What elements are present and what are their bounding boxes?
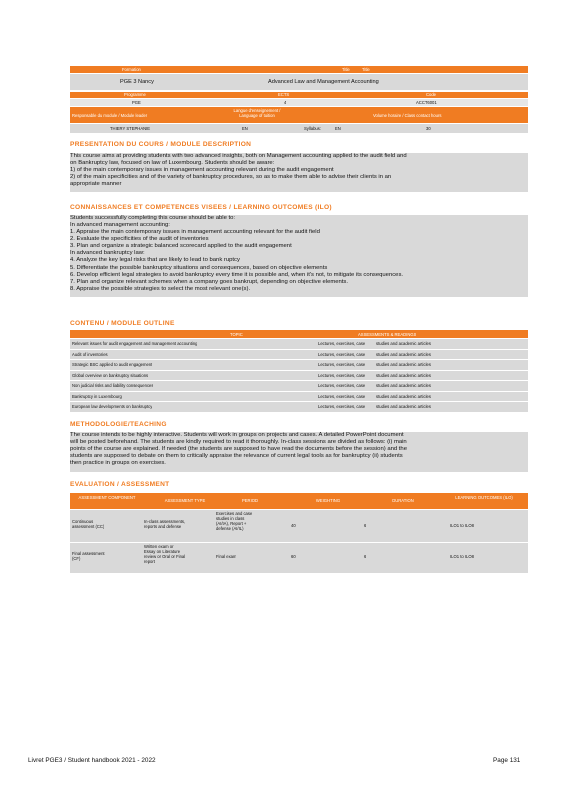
teaching-line: will be posted beforehand. The students are kindly required to read it thoroughly. In-class sessions are divided as follows: (i) main [70, 439, 407, 446]
outline-format: Lectures, exercises, case [318, 341, 366, 346]
module-leader-value: THIERY STEPHANIE [110, 126, 151, 131]
outcome-line: 7. Plan and organize relevant schemes when a company goes bankrupt, depending on objective elements. [70, 278, 349, 285]
outcome-line: 8. Appraise the possible strategies to select the most relevant one(s). [70, 285, 251, 292]
assessment-duration: 6 [364, 523, 367, 528]
title-label-2: Title [362, 67, 370, 72]
teaching-heading: METHODOLOGIE/TEACHING [70, 421, 167, 428]
volume-value: 30 [426, 126, 431, 131]
assessment-table-header [70, 493, 528, 509]
assessment-outcomes: ILO1 to ILO8 [450, 554, 474, 559]
assessment-heading: EVALUATION / ASSESSMENT [70, 481, 170, 488]
assessment-type-line: Essay on Literature [144, 549, 181, 555]
assessment-component-line: assessment (CC) [72, 524, 105, 530]
outline-format: Lectures, exercises, case [318, 383, 366, 388]
assessment-component [72, 551, 105, 561]
header-label-row-2 [70, 92, 528, 98]
header-value-row-3 [70, 124, 528, 133]
outcome-line: 5. Differentiate the possible bankruptcy situations and consequences, based on objective elements [70, 264, 328, 271]
table-row [70, 360, 528, 370]
outline-reading: studies and academic articles [376, 351, 431, 357]
outline-topic: Audit of inventories [72, 351, 108, 357]
outline-topic: Non judicial risks and liability consequences [72, 383, 154, 388]
outcome-line: In advanced bankruptcy law: [70, 250, 145, 257]
outline-topic: Relevant issues for audit engagement and management accounting [72, 341, 198, 346]
formation-label: Formation [122, 67, 141, 72]
assessment-weighting-header: WEIGHTING [315, 498, 341, 503]
table-row [70, 350, 528, 360]
outline-reading: studies and academic articles [376, 393, 431, 399]
assessment-duration: 6 [364, 554, 367, 559]
table-row [70, 339, 528, 349]
footer-handbook-label: Livret PGE3 / Student handbook 2021 - 2022 [28, 757, 156, 764]
outline-table-header [70, 330, 528, 338]
formation-value: PGE 3 Nancy [120, 79, 154, 85]
assessment-period-line: (AI/IA), Report + [216, 521, 247, 527]
assessment-type-line: report [144, 559, 155, 565]
assessment-type-line: In-class assessments, [144, 519, 186, 524]
presentation-line: on Bankruptcy law, focused on law of Luxembourg. Students should be aware: [70, 160, 275, 167]
presentation-line: 2) of the main specificities and of the variety of bankruptcy procedures, so as to make them able to advise their clients in an [70, 174, 392, 181]
presentation-heading: PRESENTATION DU COURS / MODULE DESCRIPTION [70, 141, 252, 148]
assessment-period-line: defense (AI/IL) [216, 526, 244, 532]
outcome-line: Students successfully completing this course should be able to: [70, 215, 236, 221]
header-label-row-1 [70, 66, 528, 73]
language-value: EN [242, 126, 248, 131]
assessment-type-line: review or Oral or Final [144, 554, 186, 560]
table-row [70, 371, 528, 381]
assessment-outcomes-header: LEARNING OUTCOMES (ILO) [455, 495, 513, 500]
assessment-component-line: (CF) [72, 556, 81, 562]
syllabus-label: Syllabus: [304, 126, 321, 131]
table-row [70, 381, 528, 391]
outline-format: Lectures, exercises, case [318, 404, 366, 409]
outline-topic: Strategic BSC applied to audit engagement [72, 362, 153, 367]
presentation-line: 1) of the main contemporary issues in management accounting relevant during the audit engagement [70, 167, 334, 174]
assessment-duration-header: DURATION [392, 498, 414, 503]
assessment-type-line: Written exam or [144, 544, 174, 549]
outcome-line: 4. Analyze the key legal risks that are likely to lead to bank ruptcy [70, 257, 240, 264]
module-leader-label: Responsable du module / Module leader [72, 113, 148, 118]
table-row [70, 510, 528, 542]
outcome-line: In advanced management accounting: [70, 222, 170, 229]
outcome-line: 6. Develop efficient legal strategies to avoid bankruptcy every time it is possible and, when it's not, to mitigate its consequences. [70, 271, 404, 278]
outline-topic: European law developments on bankruptcy [72, 404, 153, 409]
assessment-type [144, 544, 185, 564]
teaching-line: then practice in groups on exercises. [70, 460, 166, 467]
teaching-text [70, 432, 528, 472]
assessment-type-line: reports and defense [144, 524, 182, 530]
outcome-line: 2. Evaluate the specificities of the audit of inventories [70, 236, 209, 243]
assessment-period-line: Final exam [216, 554, 237, 559]
header-value-row-2 [70, 99, 528, 106]
ects-value: 4 [284, 100, 287, 105]
programme-value: PGE [132, 100, 141, 105]
assessment-type [144, 519, 185, 529]
learning-outcomes-text [70, 215, 528, 297]
assessment-weighting: 60 [291, 554, 296, 559]
syllabus-value: EN [335, 126, 341, 131]
assessment-period [216, 554, 236, 559]
assessment-outcomes: ILO1 to ILO8 [450, 523, 474, 528]
title-value: Advanced Law and Management Accounting [268, 79, 379, 85]
outline-topic: Bankruptcy in Luxembourg [72, 393, 122, 399]
outline-format: Lectures, exercises, case [318, 393, 366, 399]
presentation-line: appropriate manner [70, 181, 122, 188]
assessment-period-line: studies in class [216, 516, 245, 522]
outline-reading: studies and academic articles [376, 362, 431, 367]
module-outline-heading: CONTENU / MODULE OUTLINE [70, 320, 175, 327]
outline-reading: studies and academic articles [376, 341, 431, 346]
footer-page-number: Page 131 [493, 757, 521, 764]
assessment-component-header: ASSESSMENT COMPONENT [78, 495, 136, 500]
language-label: Langue d'enseignement / Language of tuition [233, 108, 281, 119]
assessment-component-line: Final assessment [72, 551, 105, 556]
assessment-period-header: PERIOD [241, 498, 259, 503]
assessment-period [216, 511, 252, 531]
assessment-component-line: Continuous [72, 519, 94, 524]
code-label: Code [426, 92, 437, 97]
teaching-line: students are supposed to debate on them to critically appraise the relevance of current legal tools as for bankruptcy (ii) students [70, 453, 403, 460]
assessment-component [72, 519, 104, 529]
code-value: ACCT6001 [416, 100, 437, 105]
teaching-line: points of the course are explained. If needed (the students are supposed to have read the documents before the session) and the [70, 446, 407, 453]
outcome-line: 1. Appraise the main contemporary issues in management accounting relevant for the audit field [70, 229, 320, 236]
assessment-type-header: ASSESSMENT TYPE [164, 498, 206, 503]
outline-topic-header: TOPIC [230, 331, 243, 337]
header-value-row-1 [70, 74, 528, 90]
assessment-weighting: 40 [291, 523, 296, 528]
assessment-period-line: Exercises and case [216, 511, 253, 516]
presentation-text [70, 153, 528, 192]
outline-table-body [70, 339, 528, 412]
teaching-line: The course intends to be highly interactive. Students will work in groups on projects and cases. A detailed PowerPoint document [70, 432, 404, 438]
table-row [70, 392, 528, 402]
title-label: Title [342, 67, 350, 72]
programme-label: Programme [124, 92, 146, 97]
learning-outcomes-heading: CONNAISSANCES ET COMPETENCES VISEES / LEARNING OUTCOMES (ILO) [70, 204, 332, 211]
outline-topic: Global overview on bankruptcy situations [72, 372, 149, 378]
outline-format: Lectures, exercises, case [318, 372, 366, 378]
outline-reading: studies and academic articles [376, 383, 431, 388]
ects-label: ECTS [278, 92, 290, 97]
outcome-line: 3. Plan and organize a strategic balanced scorecard applied to the audit engagement [70, 243, 292, 250]
outline-assessments-header: ASSESSMENTS & READINGS [358, 331, 417, 337]
table-row [70, 402, 528, 412]
outline-reading: studies and academic articles [376, 372, 431, 378]
outline-format: Lectures, exercises, case [318, 362, 366, 367]
outline-format: Lectures, exercises, case [318, 351, 366, 357]
header-label-row-3 [70, 107, 528, 123]
outline-reading: studies and academic articles [376, 404, 431, 409]
volume-label: Volume horaire / Class contact hours [373, 113, 442, 118]
presentation-line: This course aims at providing students with two advanced insights, both on Management accounting applied to the audit field and [70, 153, 407, 159]
table-row [70, 543, 528, 573]
